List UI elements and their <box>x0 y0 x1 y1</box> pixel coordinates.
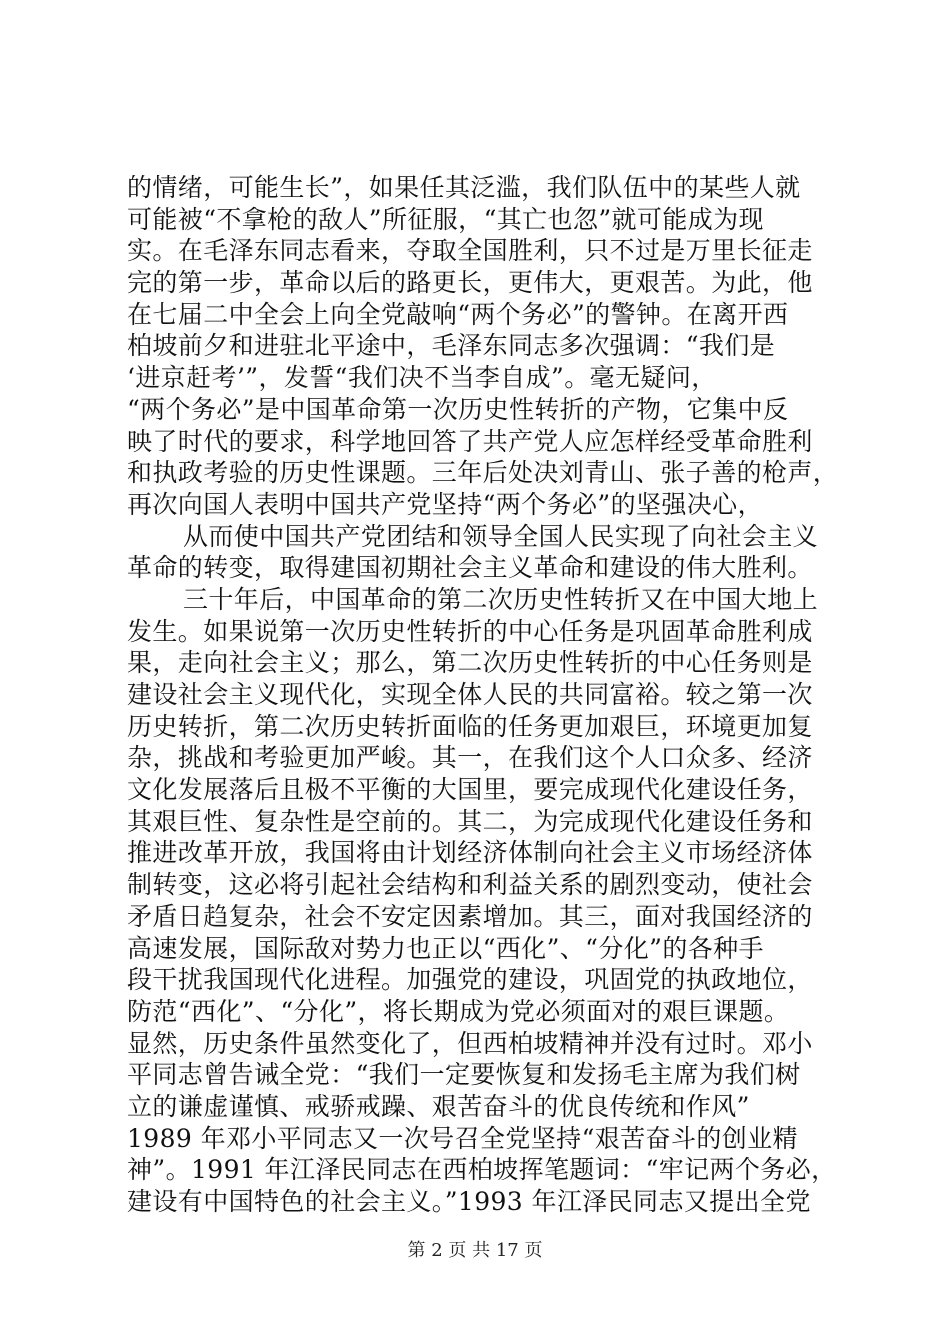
text-line: 矛盾日趋复杂，社会不安定因素增加。其三，面对我国经济的 <box>127 901 813 931</box>
text-line: 果，走向社会主义；那么，第二次历史性转折的中心任务则是 <box>127 648 813 678</box>
body-text <box>127 172 837 1218</box>
text-line: 神”。1991 年江泽民同志在西柏坡挥笔题词：“牢记两个务必， <box>127 1155 837 1185</box>
text-line: “两个务必”是中国革命第一次历史性转折的产物，它集中反 <box>127 394 789 424</box>
text-line: 显然，历史条件虽然变化了，但西柏坡精神并没有过时。邓小 <box>127 1028 813 1058</box>
text-line: 平同志曾告诫全党：“我们一定要恢复和发扬毛主席为我们树 <box>127 1060 801 1090</box>
paragraph-start-line: 三十年后，中国革命的第二次历史性转折又在中国大地上 <box>183 584 819 614</box>
text-line: 建设社会主义现代化，实现全体人民的共同富裕。较之第一次 <box>127 680 813 709</box>
text-line: 革命的转变，取得建国初期社会主义革命和建设的伟大胜利。 <box>127 553 813 583</box>
text-line: ‘进京赶考’”，发誓“我们决不当李自成”。毫无疑问， <box>127 363 717 393</box>
paragraph-start-line: 从而使中国共产党团结和领导全国人民实现了向社会主义 <box>183 521 819 551</box>
text-line: 完的第一步，革命以后的路更长，更伟大，更艰苦。为此，他 <box>127 268 813 298</box>
text-line: 杂，挑战和考验更加严峻。其一，在我们这个人口众多、经济 <box>127 743 813 773</box>
text-line: 可能被“不拿枪的敌人”所征服，“其亡也忽”就可能成为现 <box>127 204 764 234</box>
text-line: 高速发展，国际敌对势力也正以“西化”、“分化”的各种手 <box>127 933 764 963</box>
text-line: 立的谦虚谨慎、戒骄戒躁、艰苦奋斗的优良传统和作风” <box>127 1091 750 1121</box>
text-line: 和执政考验的历史性课题。三年后处决刘青山、张子善的枪声， <box>127 458 839 488</box>
text-line: 推进改革开放，我国将由计划经济体制向社会主义市场经济体 <box>127 838 813 868</box>
text-line: 制转变，这必将引起社会结构和利益关系的剧烈变动，使社会 <box>127 870 813 900</box>
text-line: 柏坡前夕和进驻北平途中，毛泽东同志多次强调：“我们是 <box>127 331 776 361</box>
text-line: 再次向国人表明中国共产党坚持“两个务必”的坚强决心， <box>127 489 763 519</box>
text-line: 防范“西化”、“分化”，将长期成为党必须面对的艰巨课题。 <box>127 996 790 1026</box>
text-line: 发生。如果说第一次历史性转折的中心任务是巩固革命胜利成 <box>127 616 813 646</box>
page-number-footer: 第 2 页 共 17 页 <box>407 1240 543 1261</box>
text-line: 段干扰我国现代化进程。加强党的建设，巩固党的执政地位， <box>127 965 813 995</box>
text-line: 在七届二中全会上向全党敲响“两个务必”的警钟。在离开西 <box>127 299 789 329</box>
text-line: 文化发展落后且极不平衡的大国里，要完成现代化建设任务， <box>127 775 813 805</box>
text-line: 的情绪，可能生长”，如果任其泛滥，我们队伍中的某些人就 <box>127 173 801 202</box>
text-line: 其艰巨性、复杂性是空前的。其二，为完成现代化建设任务和 <box>127 806 813 836</box>
text-line: 1989 年邓小平同志又一次号召全党坚持“艰苦奋斗的创业精 <box>127 1123 798 1153</box>
text-line: 实。在毛泽东同志看来，夺取全国胜利，只不过是万里长征走 <box>127 236 813 266</box>
text-line: 建设有中国特色的社会主义。”1993 年江泽民同志又提出全党 <box>127 1187 811 1216</box>
text-line: 映了时代的要求，科学地回答了共产党人应怎样经受革命胜利 <box>127 426 813 456</box>
text-line: 历史转折，第二次历史转折面临的任务更加艰巨，环境更加复 <box>127 711 813 741</box>
